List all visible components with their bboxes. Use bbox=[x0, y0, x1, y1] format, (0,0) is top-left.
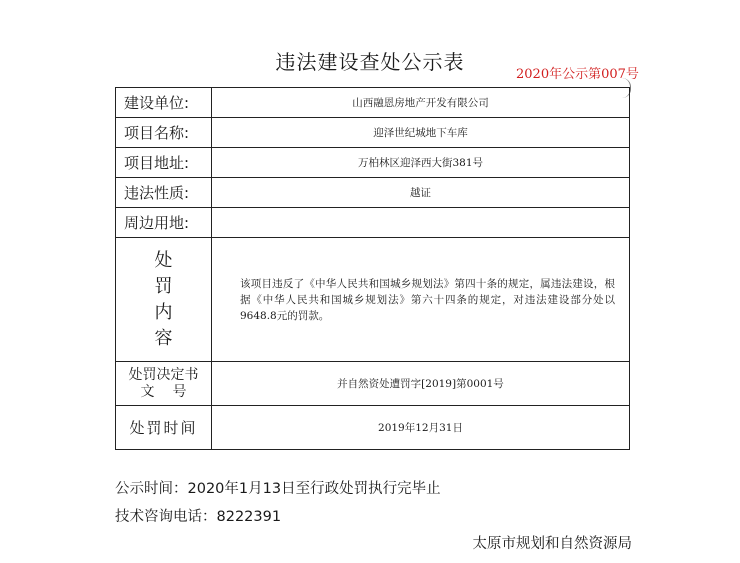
penalty-label-char: 内 bbox=[154, 301, 173, 323]
row-project-address bbox=[116, 148, 630, 178]
project-address-value: 万柏林区迎泽西大街381号 bbox=[212, 148, 630, 178]
project-address-label: 项目地址: bbox=[116, 148, 212, 178]
surrounding-land-value bbox=[212, 208, 630, 238]
row-builder bbox=[116, 88, 630, 118]
project-name-value: 迎泽世纪城地下车库 bbox=[212, 118, 630, 148]
penalty-time-value: 2019年12月31日 bbox=[212, 406, 630, 450]
decision-doc-label-line1: 处罚决定书 bbox=[128, 366, 199, 383]
notice-period: 公示时间：2020年1月13日至行政处罚执行完毕止 bbox=[115, 481, 441, 497]
penalty-info-table bbox=[115, 87, 630, 450]
decision-doc-label bbox=[116, 362, 212, 406]
row-penalty-content bbox=[116, 238, 630, 362]
decision-doc-value: 并自然资处遭罚字[2019]第0001号 bbox=[212, 362, 630, 406]
project-name-label: 项目名称: bbox=[116, 118, 212, 148]
builder-label: 建设单位: bbox=[116, 88, 212, 118]
document-number: 2020年公示第007号 bbox=[516, 67, 639, 82]
row-violation-type bbox=[116, 178, 630, 208]
penalty-label-char: 处 bbox=[154, 249, 173, 271]
row-penalty-time bbox=[116, 406, 630, 450]
row-surrounding-land bbox=[116, 208, 630, 238]
violation-type-value: 越证 bbox=[212, 178, 630, 208]
penalty-content-label bbox=[116, 238, 212, 362]
penalty-content-text: 该项目违反了《中华人民共和国城乡规划法》第四十条的规定，属违法建设，根据《中华人民共和国城乡规划法》第六十四条的规定，对违法建设部分处以9648.8元的罚款。 bbox=[212, 238, 630, 362]
builder-value: 山西融恩房地产开发有限公司 bbox=[212, 88, 630, 118]
surrounding-land-label: 周边用地: bbox=[116, 208, 212, 238]
penalty-label-char: 容 bbox=[154, 327, 173, 349]
row-decision-doc bbox=[116, 362, 630, 406]
decision-doc-label-line2: 文号 bbox=[140, 383, 205, 400]
row-project-name bbox=[116, 118, 630, 148]
penalty-time-label: 处罚时间 bbox=[116, 406, 212, 450]
penalty-label-char: 罚 bbox=[154, 275, 173, 297]
tech-contact: 技术咨询电话：8222391 bbox=[115, 509, 282, 525]
issuing-authority: 太原市规划和自然资源局 bbox=[472, 536, 632, 552]
violation-type-label: 违法性质: bbox=[116, 178, 212, 208]
document-title: 违法建设查处公示表 bbox=[275, 50, 465, 74]
